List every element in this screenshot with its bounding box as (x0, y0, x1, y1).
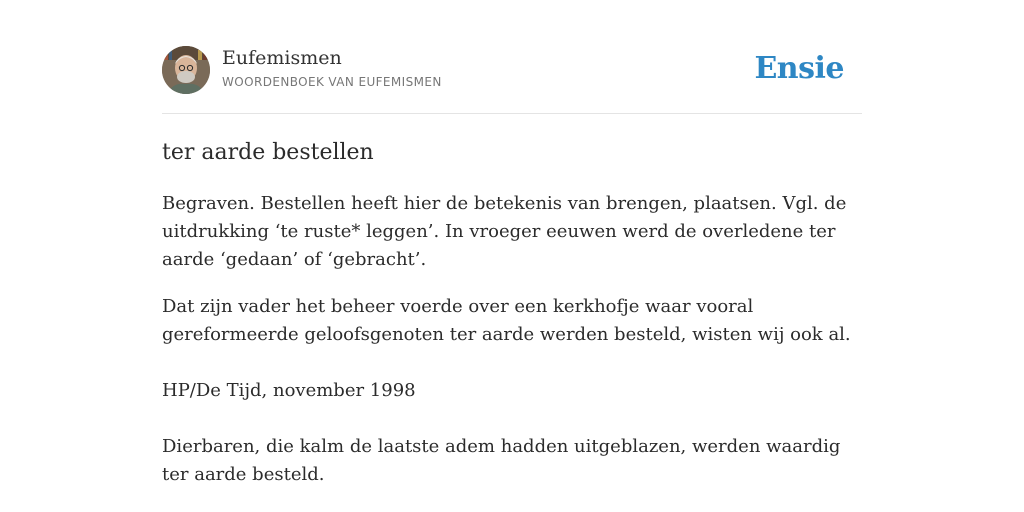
dictionary-subtitle[interactable]: WOORDENBOEK VAN EUFEMISMEN (222, 75, 442, 89)
author-block (222, 46, 442, 89)
author-avatar[interactable] (162, 46, 210, 94)
brand-logo[interactable]: Ensie (754, 51, 844, 86)
page-header (162, 46, 862, 96)
entry-definition: Begraven. Bestellen heeft hier de betekenis van brengen, plaatsen. Vgl. de uitdrukking ‘te ruste* leggen’. In vroeger eeuwen werd de overledene ter aarde ‘gedaan’ of ‘gebracht’. (162, 193, 847, 270)
example-quote: Dat zijn vader het beheer voerde over een kerkhofje waar vooral gereformeerde geloofsgenoten ter aarde werden besteld, wisten wij ook al. (162, 296, 851, 345)
spacer (162, 349, 852, 377)
avatar-portrait-image (162, 46, 210, 94)
spacer (162, 405, 852, 433)
entry-content (162, 190, 852, 489)
example-quote: Dierbaren, die kalm de laatste adem hadden uitgeblazen, werden waardig ter aarde besteld. (162, 436, 841, 485)
header-divider (162, 113, 862, 114)
example-source: HP/De Tijd, november 1998 (162, 380, 416, 401)
entry-title: ter aarde bestellen (162, 140, 374, 165)
author-name[interactable]: Eufemismen (222, 47, 342, 69)
